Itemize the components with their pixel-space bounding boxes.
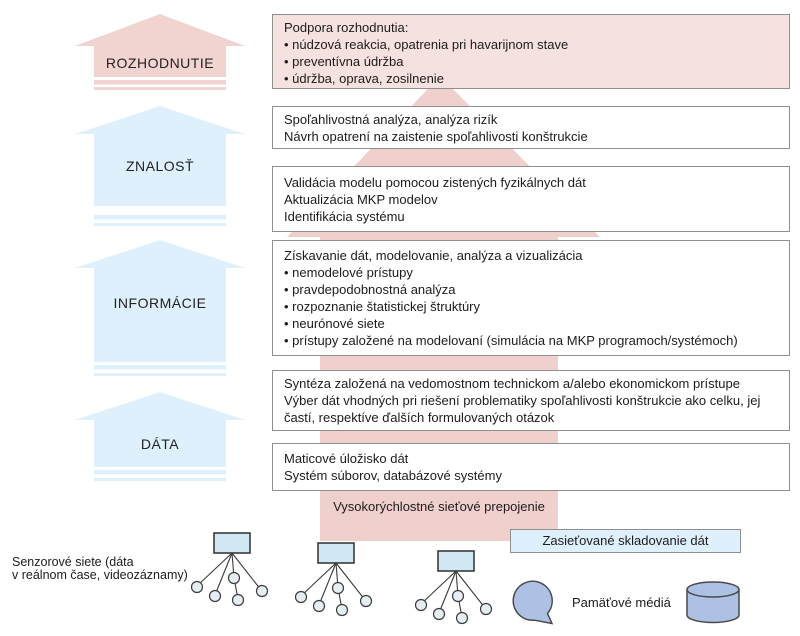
- box-line: • núdzová reakcia, opatrenia pri havarijnom stave: [284, 37, 569, 52]
- level-arrow-informacie: [75, 240, 245, 377]
- box-line: Validácia modelu pomocou zistených fyzikálnych dát: [284, 175, 586, 190]
- storage-media-label: Pamäťové médiá: [572, 595, 671, 610]
- info-box-data-acquisition: [272, 240, 790, 356]
- level-arrow-rozhodnutie: [75, 14, 245, 92]
- box-line: Návrh opatrení na zaistenie spoľahlivosti konštrukcie: [284, 129, 588, 144]
- sensor-label-line2: v reálnom čase, videozáznamy): [12, 568, 188, 582]
- level-arrow-data: [75, 392, 245, 482]
- sensor-network-icon: [188, 532, 278, 614]
- box-line: Syntéza založená na vedomostnom technickom a/alebo ekonomickom prístupe: [284, 376, 740, 391]
- networked-storage-box: Zasieťované skladovanie dát: [510, 529, 741, 553]
- level-label: DÁTA: [140, 436, 180, 452]
- box-line: • neurónové siete: [284, 316, 385, 331]
- box-line: Výber dát vhodných pri riešení problematiky spoľahlivosti konštrukcie ako celku, jej: [284, 393, 761, 408]
- info-box-storage: [272, 443, 790, 491]
- disk-bubble-icon: [506, 580, 558, 626]
- box-line: • pravdepodobnostná analýza: [284, 282, 456, 297]
- box-line: častí, respektíve ďalších formulovaných otázok: [284, 410, 555, 425]
- box-line: • rozpoznanie štatistickej štruktúry: [284, 299, 481, 314]
- level-label: ROZHODNUTIE: [105, 55, 215, 71]
- info-box-model-validation: [272, 166, 790, 232]
- sensor-network-icon: [292, 542, 382, 624]
- info-box-synthesis: [272, 370, 790, 431]
- box-line: Získavanie dát, modelovanie, analýza a vizualizácia: [284, 248, 583, 263]
- box-line: Maticové úložisko dát: [284, 451, 409, 466]
- box-line: Systém súborov, databázové systémy: [284, 468, 502, 483]
- backbone-label: Vysokorýchlostné sieťové prepojenie: [333, 499, 545, 514]
- sensor-label-line1: Senzorové siete (dáta: [12, 555, 134, 569]
- database-cylinder-icon: [684, 580, 742, 626]
- box-line: Aktualizácia MKP modelov: [284, 192, 438, 207]
- info-box-reliability-analysis: [272, 106, 790, 149]
- box-line: Identifikácia systému: [284, 209, 405, 224]
- box-line: • údržba, oprava, zosilnenie: [284, 71, 444, 86]
- box-line: • nemodelové prístupy: [284, 265, 413, 280]
- box-line: • preventívna údržba: [284, 54, 404, 69]
- sensor-networks-label: [12, 556, 188, 582]
- level-label: ZNALOSŤ: [125, 158, 195, 174]
- level-arrow-znalost: [75, 106, 245, 227]
- level-label: INFORMÁCIE: [113, 295, 207, 311]
- box-line: Spoľahlivostná analýza, analýza rizík: [284, 112, 498, 127]
- box-line: Podpora rozhodnutia:: [284, 20, 409, 35]
- sensor-network-icon: [412, 550, 502, 632]
- info-box-decision-support: [272, 14, 790, 89]
- box-line: • prístupy založené na modelovaní (simulácia na MKP programoch/systémoch): [284, 333, 738, 348]
